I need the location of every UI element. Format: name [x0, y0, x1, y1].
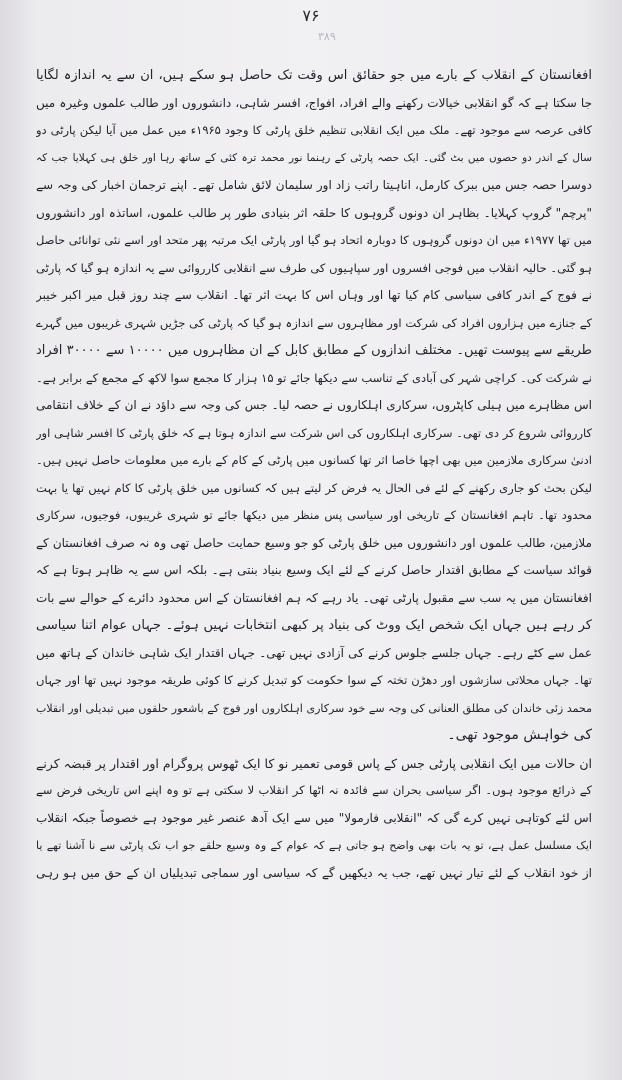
paragraph [36, 62, 592, 750]
text-line: ہو گئی۔ حالیہ انقلاب میں فوجی افسروں اور سپاہیوں کی طرف سے انقلابی کارروائی سے یہ اندازہ ہو گیا کہ پارٹی [36, 260, 592, 275]
text-line: ملازمین، طالب علموں اور دانشوروں میں خلق پارٹی کو جو وسیع حمایت حاصل تھی وہ نہ صرف افغانستان کے [36, 535, 592, 550]
text-line: "پرچم" گروپ کہلایا۔ بظاہر ان دونوں گروہوں کا حلقہ اثر بنیادی طور پر طالب علموں، اساتذہ اور دانشوروں [36, 205, 592, 220]
text-line: ایک مسلسل عمل ہے، تو یہ بات بھی واضح ہو جاتی ہے کہ عوام کے وہ وسیع حلقے جو اب تک پارٹی سے نا آشنا تھے یا [36, 839, 592, 852]
text-line: ان حالات میں ایک انقلابی پارٹی جس کے پاس قومی تعمیر نو کا ایک ٹھوس پروگرام اور اقتدار پر قبضہ کرنے [36, 755, 592, 771]
text-line: افغانستان میں یہ سب سے مقبول پارٹی تھی۔ یاد رہے کہ ہم افغانستان کے اس محدود دائرے کے حوالے سے بات [36, 590, 592, 605]
text-line: کے ذرائع موجود ہوں۔ اگر سیاسی بحران سے فائدہ نہ اٹھا کر انقلاب لا سکتی ہے تو وہ اپنے اس تاریخی فرض سے [36, 783, 592, 797]
text-line: از خود انقلاب کے لئے تیار نہیں تھے، جب یہ دیکھیں گے کہ سیاسی اور سماجی تبدیلیاں ان کے حق میں ہو رہی [36, 865, 592, 880]
pencil-annotation: ۳۸۹ [318, 30, 336, 43]
page-number: ۷۶ [302, 6, 320, 25]
text-line: افغانستان کے انقلاب کے بارے میں جو حقائق اس وقت تک حاصل ہو سکے ہیں، ان سے یہ اندازہ لگایا [36, 68, 592, 83]
text-line: ادنیٰ سرکاری ملازمین میں بھی اچھا خاصا اثر تھا کسانوں میں پارٹی کے کام کے بارے میں معلومات حاصل نہیں ہیں۔ [36, 453, 592, 467]
text-line: میں تھا ۱۹۷۷ء میں ان دونوں گروہوں کا دوبارہ اتحاد ہو گیا اور پارٹی ایک مرتبہ پھر متحد اور اسے نئی توانائی حاصل [36, 233, 592, 247]
text-line: نے فوج کے اندر کافی سیاسی کام کیا تھا اور وہاں اس کا بہت اثر تھا۔ انقلاب سے چند روز قبل میر اکبر خیبر [36, 288, 592, 302]
text-line: محدود تھا۔ تاہم افغانستان کے تاریخی اور سیاسی پس منظر میں دیکھا جائے تو شہری غریبوں، فوجیوں، سرکاری [36, 508, 592, 522]
text-line: اس مظاہرے میں ہیلی کاپٹروں، سرکاری اہلکاروں نے حصہ لیا۔ جس کی وجہ سے داؤد نے ان کے خلاف انتقامی [36, 398, 592, 412]
text-line: کافی عرصہ سے موجود تھے۔ ملک میں ایک انقلابی تنظیم خلق پارٹی کا وجود ۱۹۶۵ء میں عمل میں آیا لیکن پارٹی دو [36, 123, 592, 137]
text-line: طریقے سے پیوست تھیں۔ مختلف اندازوں کے مطابق کابل کے ان مظاہروں میں ۱۰۰۰۰ سے ۳۰۰۰۰ افراد [36, 343, 592, 358]
text-line: دوسرا حصہ جس میں ببرک کارمل، اناہیتا راتب زاد اور سلیمان لائق شامل تھے۔ اپنے ترجمان اخبار کی وجہ سے [36, 178, 592, 192]
text-line: نے شرکت کی۔ کراچی شہر کی آبادی کے تناسب سے دیکھا جائے تو ۱۵ ہزار کا مجمع سوا لاکھ کے مجمع کے برابر ہے۔ [36, 370, 592, 385]
text-line: جا سکتا ہے کہ گو انقلابی خیالات رکھنے والے افراد، افواج، افسر شاہی، دانشوروں اور طالب علموں وغیرہ میں [36, 95, 592, 110]
text-line: عمل سے کٹے رہے۔ جہاں جلسے جلوس کرنے کی آزادی نہیں تھی۔ جہاں اقتدار ایک شاہی خاندان کے ہاتھ میں [36, 645, 592, 660]
text-line: سال کے اندر دو حصوں میں بٹ گئی۔ ایک حصہ پارٹی کے رہنما نور محمد ترہ کئی کے ساتھ رہا اور خلق ہی کہلایا جب کہ [36, 151, 592, 164]
text-line: کارروائی شروع کر دی تھی۔ سرکاری اہلکاروں کی اس شرکت سے اندازہ ہوتا ہے کہ خلق پارٹی کا افسر شاہی اور [36, 425, 592, 440]
body-text [36, 62, 592, 887]
text-line: اس لئے کوتاہی نہیں کرے گی کہ "انقلابی فارمولا" میں سے ایک آدھ عنصر غیر موجود ہے خصوصاً جبکہ انقلاب [36, 810, 592, 825]
text-line: محمد زئی خاندان کی مطلق العنانی کی وجہ سے خود سرکاری اہلکاروں اور فوج کے باشعور حلقوں میں تبدیلی اور انقلاب [36, 701, 592, 715]
paragraph [36, 750, 592, 888]
text-line: تھا۔ جہاں محلاتی سازشوں اور دھڑن تختہ کے سوا حکومت کو تبدیل کرنے کا کوئی طریقہ موجود نہیں تھا اور جہاں [36, 673, 592, 687]
text-line: قوائد سیاست کے مطابق اقتدار حاصل کرنے کے لئے ایک وسیع بنیاد بنتی ہے۔ بلکہ اس سے یہ ظاہر ہوتا ہے کہ [36, 563, 592, 577]
text-line: کے جنازے میں ہزاروں افراد کی شرکت اور مظاہروں سے اندازہ ہو گیا کہ پارٹی کی جڑیں شہری غریبوں میں گہرے [36, 315, 592, 330]
text-line: کی خواہش موجود تھی۔ [447, 727, 592, 743]
text-line: کر رہے ہیں جہاں ایک شخص ایک ووٹ کی بنیاد پر کبھی انتخابات نہیں ہوئے۔ جہاں عوام اتنا سیاسی [36, 618, 592, 633]
text-line: لیکن بحث کو جاری رکھنے کے لئے فی الحال یہ فرض کر لیتے ہیں کہ کسانوں میں خلق پارٹی کا کام نہیں تھا یا بہت [36, 480, 592, 495]
